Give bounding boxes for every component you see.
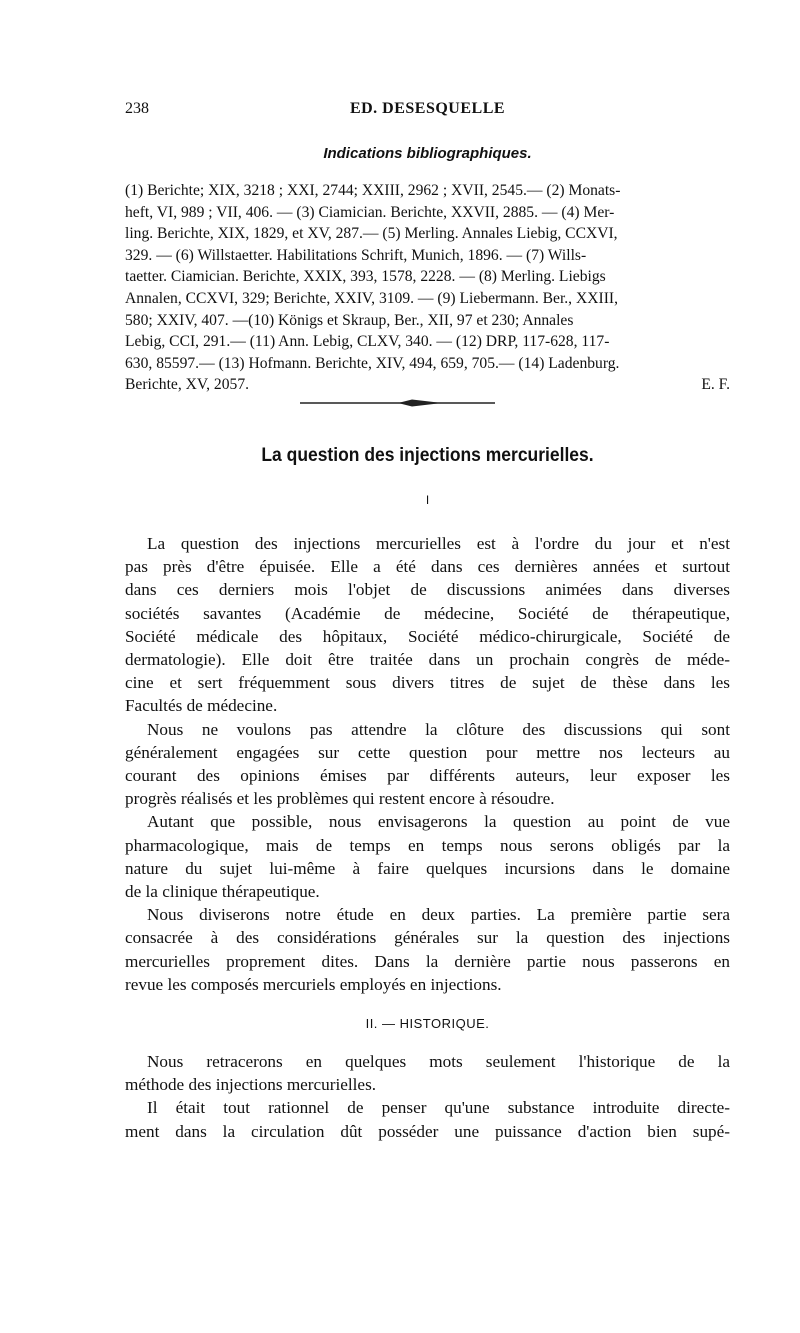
bibliography-line: 630, 85597.— (13) Hofmann. Berichte, XIV, 494, 659, 705.— (14) Ladenburg. (125, 354, 620, 372)
bibliography-line: 329. — (6) Willstaetter. Habilitations Schrift, Munich, 1896. — (7) Wills- (125, 246, 587, 264)
bibliography-line: Annalen, CCXVI, 329; Berichte, XXIV, 3109. — (9) Liebermann. Ber., XXIII, (125, 289, 618, 307)
text-line: nature du sujet lui-même à faire quelques incursions dans le domaine (125, 858, 730, 878)
text-line: dermatologie). Elle doit être traitée dans un prochain congrès de méde- (125, 650, 730, 670)
text-line: ment dans la circulation dût posséder une puissance d'action bien supé- (125, 1121, 730, 1141)
text-line: dans ces derniers mois l'objet de discussions animées dans diverses (125, 580, 730, 600)
article-title: La question des injections mercurielles. (261, 445, 594, 466)
bibliography-line: ling. Berichte, XIX, 1829, et XV, 287.— (5) Merling. Annales Liebig, CCXVI, (125, 225, 618, 243)
author-signature: E. F. (701, 376, 730, 393)
introduction-text (125, 532, 730, 996)
bibliography-line: 580; XXIV, 407. —(10) Königs et Skraup, Ber., XII, 97 et 230; Annales (125, 311, 574, 329)
section-number-one: I (425, 493, 430, 507)
bibliography-line: taetter. Ciamician. Berichte, XXIX, 393, 1578, 2228. — (8) Merling. Liebigs (125, 268, 606, 286)
text-line: Nous retracerons en quelques mots seulement l'historique de la (147, 1052, 730, 1071)
text-line: consacrée à des considérations générales sur la question des injections (125, 928, 730, 948)
text-line: pas près d'être épuisée. Elle a été dans ces dernières années et surtout (125, 557, 730, 577)
bibliography-list (125, 180, 730, 374)
text-line: méthode des injections mercurielles. (125, 1075, 377, 1095)
text-line: Autant que possible, nous envisagerons la question au point de vue (147, 812, 730, 832)
text-line: pharmacologique, mais de temps en temps nous serons obligés par la (125, 835, 730, 855)
bibliography-last-line: Berichte, XV, 2057. (125, 376, 250, 393)
text-line: La question des injections mercurielles est à l'ordre du jour et n'est (147, 534, 730, 553)
bibliography-line: heft, VI, 989 ; VII, 406. — (3) Ciamician. Berichte, XXVII, 2885. — (4) Mer- (125, 203, 615, 221)
text-line: Il était tout rationnel de penser qu'une substance introduite directe- (147, 1098, 730, 1118)
section-divider (0, 393, 800, 413)
text-line: Nous diviserons notre étude en deux parties. La première partie sera (147, 905, 730, 925)
text-line: Nous ne voulons pas attendre la clôture des discussions qui sont (147, 719, 730, 739)
section-heading-historique: II. — HISTORIQUE. (365, 1016, 490, 1031)
text-line: de la clinique thérapeutique. (125, 882, 320, 902)
page-header (125, 100, 730, 124)
text-line: progrès réalisés et les problèmes qui restent encore à résoudre. (125, 789, 555, 809)
text-line: généralement engagées sur cette question pour mettre nos lecteurs au (125, 742, 730, 762)
page-number: 238 (125, 100, 149, 117)
running-title: ED. DESESQUELLE (349, 100, 506, 117)
bibliography-line: (1) Berichte; XIX, 3218 ; XXI, 2744; XXIII, 2962 ; XVII, 2545.— (2) Monats- (125, 182, 621, 199)
text-line: courant des opinions émises par différents auteurs, leur exposer les (125, 766, 730, 786)
text-line: Facultés de médecine. (125, 696, 278, 716)
text-line: sociétés savantes (Académie de médecine, Société de thérapeutique, (125, 603, 730, 623)
bibliography-line: Lebig, CCI, 291.— (11) Ann. Lebig, CLXV, 340. — (12) DRP, 117-628, 117- (125, 333, 610, 351)
text-line: cine et sert fréquemment sous divers titres de sujet de thèse dans les (125, 673, 730, 693)
text-line: Société médicale des hôpitaux, Société médico-chirurgicale, Société de (125, 626, 730, 646)
historique-text (125, 1050, 730, 1143)
text-line: mercurielles proprement dites. Dans la dernière partie nous passerons en (125, 951, 730, 971)
bibliography-heading: Indications bibliographiques. (323, 145, 532, 162)
text-line: revue les composés mercuriels employés en injections. (125, 974, 502, 994)
